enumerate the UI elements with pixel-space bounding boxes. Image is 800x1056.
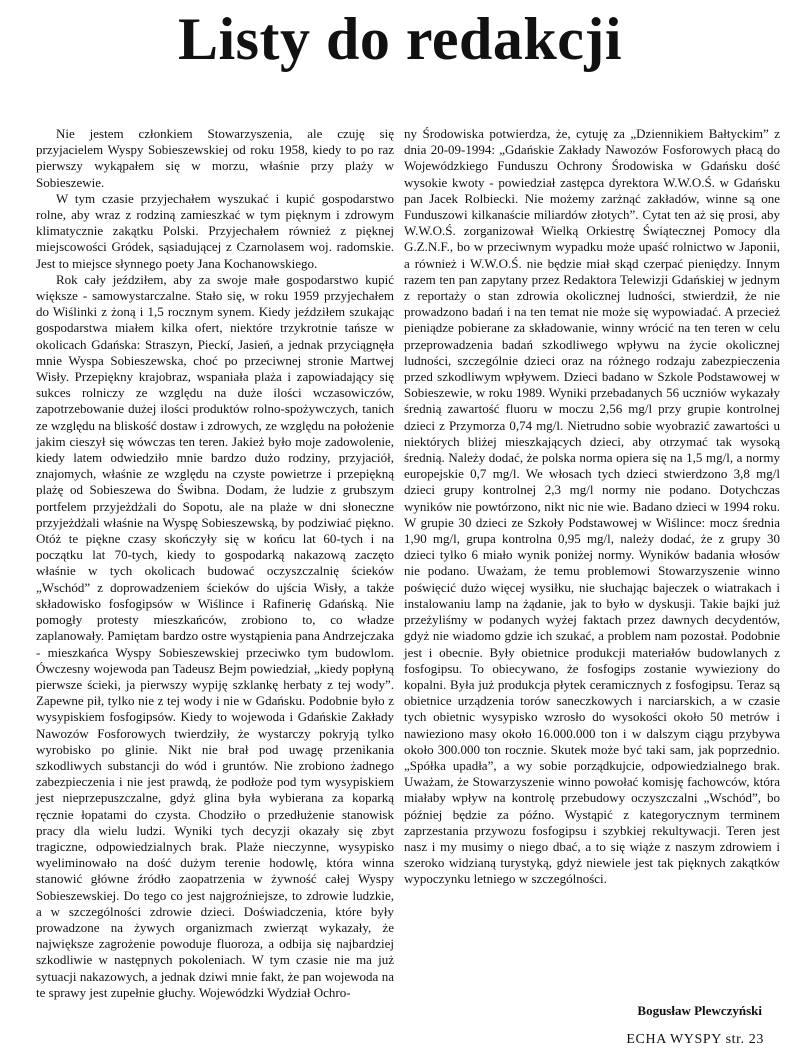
left-column [36, 126, 394, 1001]
page-title: Listy do redakcji [177, 6, 623, 72]
paragraph: Nie jestem członkiem Stowarzyszenia, ale czuję się przyjacielem Wyspy Sobieszewskiej od roku 1958, kiedy to po raz pierwszy wykąpałem się w morzu, właśnie przy plaży w Sobieszewie. [36, 126, 394, 190]
paragraph: W tym czasie przyjechałem wyszukać i kupić gospodarstwo rolne, aby wraz z rodziną zamieszkać w tym pięknym i zdrowym klimatycznie zakątku Polski. Przyjechałem również z pięknej miejscowości Gródek, sąsiadującej z Czarnolasem woj. radomskie. Jest to miejsce słynnego poety Jana Kochanowskiego. [36, 190, 394, 271]
right-column [404, 126, 780, 888]
page-footer: ECHA WYSPY str. 23 [626, 1032, 764, 1047]
paragraph: ny Środowiska potwierdza, że, cytuję za „Dziennikiem Bałtyckim” z dnia 20-09-1994: „Gdańskie Zakłady Nawozów Fosforowych płacą do Wojewódzkiego Funduszu Ochrony Środowiska w Gdańsku dość wysokie kwoty - powiedział zastępca dyrektora W.W.O.Ś. w Gdańsku pan Jacek Rolbiecki. Nie możemy zarżnąć zakładów, winne są one Funduszowi kilkanaście miliardów złotych”. Cytat ten aż się prosi, aby W.W.O.Ś. zorganizował Wielką Orkiestrę Świątecznej Pomocy dla G.Z.N.F., bo w przeciwnym wypadku może upaść rolnictwo w Japonii, a również i W.W.O.Ś. nie będzie miał skąd czerpać pieniędzy. Innym razem ten pan zapytany przez Redaktora Telewizji Gdańskiej w jednym z reportaży o stan zdrowia okolicznej ludności, stwierdził, że nie prowadzono badań i na ten temat nie może się wypowiadać. A przecież pieniądze pobierane za składowanie, winny wrócić na ten teren w celu przeprowadzenia badań szkodliwego wpływu na życie okolicznej ludności, szczególnie dzieci oraz na różnego rodzaju zabezpieczenia przed szkodliwym wpływem. Dzieci badano w Szkole Podstawowej w Sobieszewie, w roku 1989. Wyniki przebadanych 56 uczniów wykazały średnią zawartość fluoru w moczu 2,56 mg/l przy grupie kontrolnej dzieci z Przymorza 0,74 mg/l. Nietrudno sobie wyobrazić zawartości u niektórych bliżej mieszkających dzieci, aby otrzymać tak wysoką średnią. Należy dodać, że polska norma opiera się na 1,5 mg/l, a normy europejskie 0,7 mg/l. We włosach tych dzieci stwierdzono 3,8 mg/l dzieci grupy kontrolnej 2,3 mg/l normy nie podano. Dotychczas wyników nie powtórzono, nikt nic nie wie. Badano dzieci w 1994 roku. W grupie 30 dzieci ze Szkoły Podstawowej w Wiślince: mocz średnia 1,90 mg/l, grupa kontrolna 0,95 mg/l, należy dodać, że z grupy 30 dzieci tylko 6 miało wynik poniżej normy. Wyników badania włosów nie podano. Uważam, że temu problemowi Stowarzyszenie winno poświęcić dużo więcej wysiłku, nie słuchając bajeczek o wiatrakach i instalowaniu lamp na żądanie, jak to było w dyskusji. Takie bajki już przeżyliśmy w podanych wyżej faktach przez dawnych decydentów, gdyż nie wiadomo gdzie ich szukać, a problem nam pozostał. Podobnie jest i obecnie. Były obietnice produkcji materiałów budowlanych z fosfogipsu. To obiecywano, że fosfogips zostanie wywieziony do kopalni. Była już produkcja płytek ceramicznych z fosfogipsu. Teraz są obietnice urządzenia torów saneczkowych i narciarskich, a w czasie tych obietnic wysypisko wzrosło do wysokości około 50 metrów i nawieziono masy około 16.000.000 ton i w dalszym ciągu przybywa około 300.000 ton rocznie. Skutek może być taki sam, jak poprzednio. „Spółka upadła”, a wy sobie porządkujcie, odpowiedzialnego brak. Uważam, że Stowarzyszenie winno powołać komisję fachowców, która miałaby wpływ na kontrolę przebudowy oczyszczalni „Wschód”, bo później będzie za późno. Wystąpić z kategorycznym terminem zaprzestania przywozu fosfogipsu i szybkiej rekultywacji. Teren jest nasz i my musimy o niego dbać, a to się wiąże z naszym zdrowiem i szeroko widzianą turystyką, gdyż niewiele jest tak pięknych zakątków wypoczynku letniego w szczególności. [404, 126, 780, 887]
paragraph: Rok cały jeździłem, aby za swoje małe gospodarstwo kupić większe - samowystarczalne. Stało się, w roku 1959 przyjechałem do Wiślinki z żoną i 1,5 rocznym synem. Kiedy jeździłem szukając gospodarstwa miałem kilka ofert, niektóre trzykrotnie tańsze w okolicach Gdańska: Straszyn, Pieckí, Jasień, a jednak przyciągnęła mnie Wyspa Sobieszewska, choć po przeciwnej stronie Martwej Wisły. Przepiękny krajobraz, wspaniała plaża i zapowiadający się sukces rolniczy ze względu na duże ilości wczasowiczów, zapotrzebowanie dużej ilości produktów rolno-spożywczych, tanich ze względu na bliskość dostaw i zdrowych, ze względu na położenie jakim cieszył się wówczas ten teren. Jakież było moje zadowolenie, kiedy latem odwiedziło mnie bardzo dużo rodziny, przyjaciół, znajomych, właśnie ze względu na czyste powietrze i przepiękną plażę od Sobieszewa do Świbna. Dodam, że ludzie z grubszym portfelem przyjeżdżali do Sopotu, ale na plaże w dni słoneczne przyjeżdżali właśnie na Wyspę Sobieszewską, by podziwiać piękno. Otóż te piękne czasy skończyły się w końcu lat 60-tych i na początku lat 70-tych, kiedy to gospodarką nakazową zaczęto właśnie w tych okolicach budować oczyszczalnię ścieków „Wschód” z doprowadzeniem ścieków do ujścia Wisły, a także składowisko fosfogipsów w Wiślince i Rafinerię Gdańską. Nie pomogły protesty mieszkańców, zrobiono to, co władze zaplanowały. Pamiętam bardzo ostre wystąpienia pana Andrzejczaka - mieszkańca Wyspy Sobieszewskiej przeciwko tym budowlom. Ówczesny wojewoda pan Tadeusz Bejm powiedział, „kiedy popłyną pierwsze ścieki, ja pierwszy wypiję szklankę herbaty z tej wody”. Zapewne pił, tylko nie z tej wody i nie w Gdańsku. Podobnie było z wysypiskiem fosfogipsów. Kiedy to wojewoda i Gdańskie Zakłady Nawozów Fosforowych twierdziły, że wystarczy pokryją tylko wyrobisko po glinie. Nikt nie brał pod uwagę przenikania szkodliwych substancji do wód i gruntów. Nie zrobiono żadnego zabezpieczenia i nie jest prawdą, że podłoże pod tym wysypiskiem jest nieprzepuszczalne, gdyż glina była wybierana za koparką ręcznie łopatami do czysta. Chodziło o przedłużenie stanowisk pracy dla wielu ludzi. Wyniki tych decyzji okazały się zbyt tragiczne, odpowiedzialnych brak. Plaże nieczynne, wysypisko wyeliminowało na dość dużym terenie hodowlę, która winna stanowić główne źródło zaopatrzenia w żywność całej Wyspy Sobieszewskiej. Do tego co jest najgroźniejsze, to zdrowie ludzkie, a w szczególności zdrowie dzieci. Doświadczenia, które były prowadzone na żywych organizmach zwierząt wykazały, że największe zagrożenie powoduje fluoroza, a odbija się najbardziej szkodliwie w następnych pokoleniach. W tym czasie nie ma już sytuacji nakazowych, a jednak dziwi mnie fakt, że pan wojewoda na te sprawy jest zupełnie głuchy. Wojewódzki Wydział Ochro- [36, 271, 394, 1000]
author-signature: Bogusław Plewczyński [637, 1003, 762, 1018]
